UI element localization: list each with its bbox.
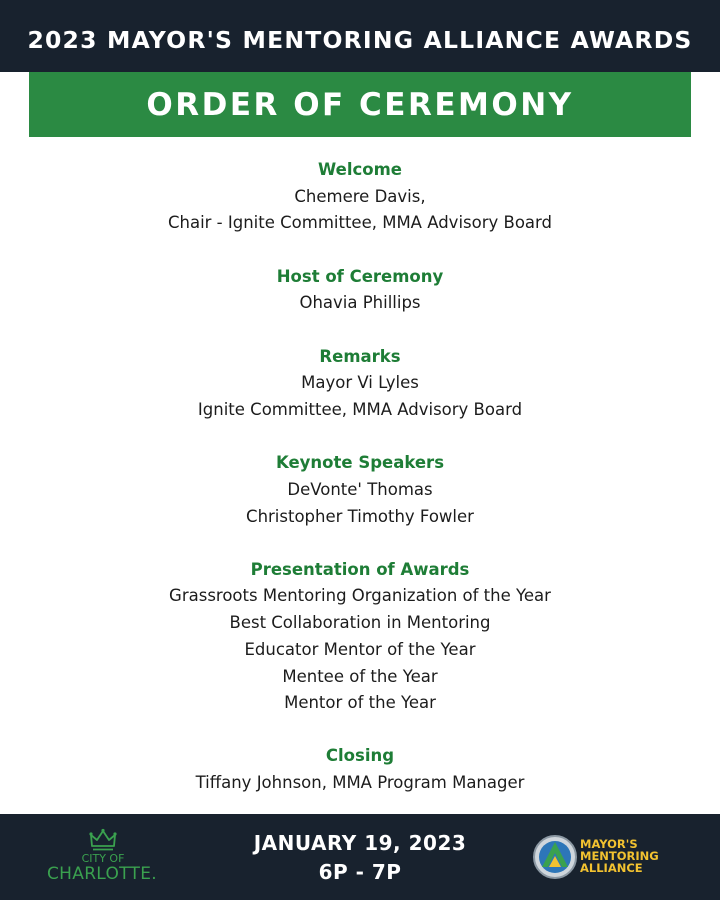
section-heading: Keynote Speakers (275, 453, 445, 473)
section-line: Best Collaboration in Mentoring (229, 613, 491, 633)
section-line: Chemere Davis, (294, 186, 426, 206)
ceremony-banner (29, 72, 691, 137)
section-heading: Presentation of Awards (250, 559, 470, 579)
section-line: Mayor Vi Lyles (301, 373, 419, 393)
section-line: Mentor of the Year (284, 693, 436, 713)
section-line: DeVonte' Thomas (287, 479, 433, 499)
mma-logo (532, 832, 682, 884)
section-line: Ohavia Phillips (299, 293, 421, 313)
program-section-awards (0, 557, 720, 717)
mma-logo-text (580, 838, 680, 874)
event-date: JANUARY 19, 2023 (253, 831, 467, 855)
program-section-closing (0, 743, 720, 796)
program-section-host (0, 264, 720, 317)
program-section-welcome (0, 157, 720, 237)
footer-bar (0, 814, 720, 900)
section-line: Chair - Ignite Committee, MMA Advisory Board (167, 213, 553, 233)
city-logo-line1: CITY OF (81, 852, 125, 865)
mma-logo-line2: MENTORING (580, 849, 659, 863)
mma-logo-line3: ALLIANCE (580, 861, 643, 875)
banner-title: ORDER OF CEREMONY (146, 87, 574, 123)
program-section-keynote (0, 450, 720, 530)
section-line: Grassroots Mentoring Organization of the Year (169, 586, 551, 606)
section-line: Mentee of the Year (282, 666, 438, 686)
section-heading: Remarks (319, 346, 401, 366)
city-logo-line2: CHARLOTTE. (47, 864, 157, 884)
section-heading: Closing (325, 746, 395, 766)
section-heading: Welcome (318, 160, 402, 179)
event-time: 6P - 7P (318, 860, 402, 884)
mma-logo-line1: MAYOR'S (580, 837, 638, 851)
section-line: Ignite Committee, MMA Advisory Board (197, 399, 523, 419)
event-title: 2023 MAYOR'S MENTORING ALLIANCE AWARDS (27, 26, 693, 54)
section-line: Educator Mentor of the Year (244, 639, 476, 659)
section-line: Christopher Timothy Fowler (246, 506, 474, 526)
section-heading: Host of Ceremony (276, 266, 444, 286)
mma-emblem-icon (532, 834, 578, 880)
program-section-remarks (0, 344, 720, 424)
header-bar (0, 0, 720, 72)
program-list (0, 157, 720, 823)
section-line: Tiffany Johnson, MMA Program Manager (195, 773, 525, 793)
